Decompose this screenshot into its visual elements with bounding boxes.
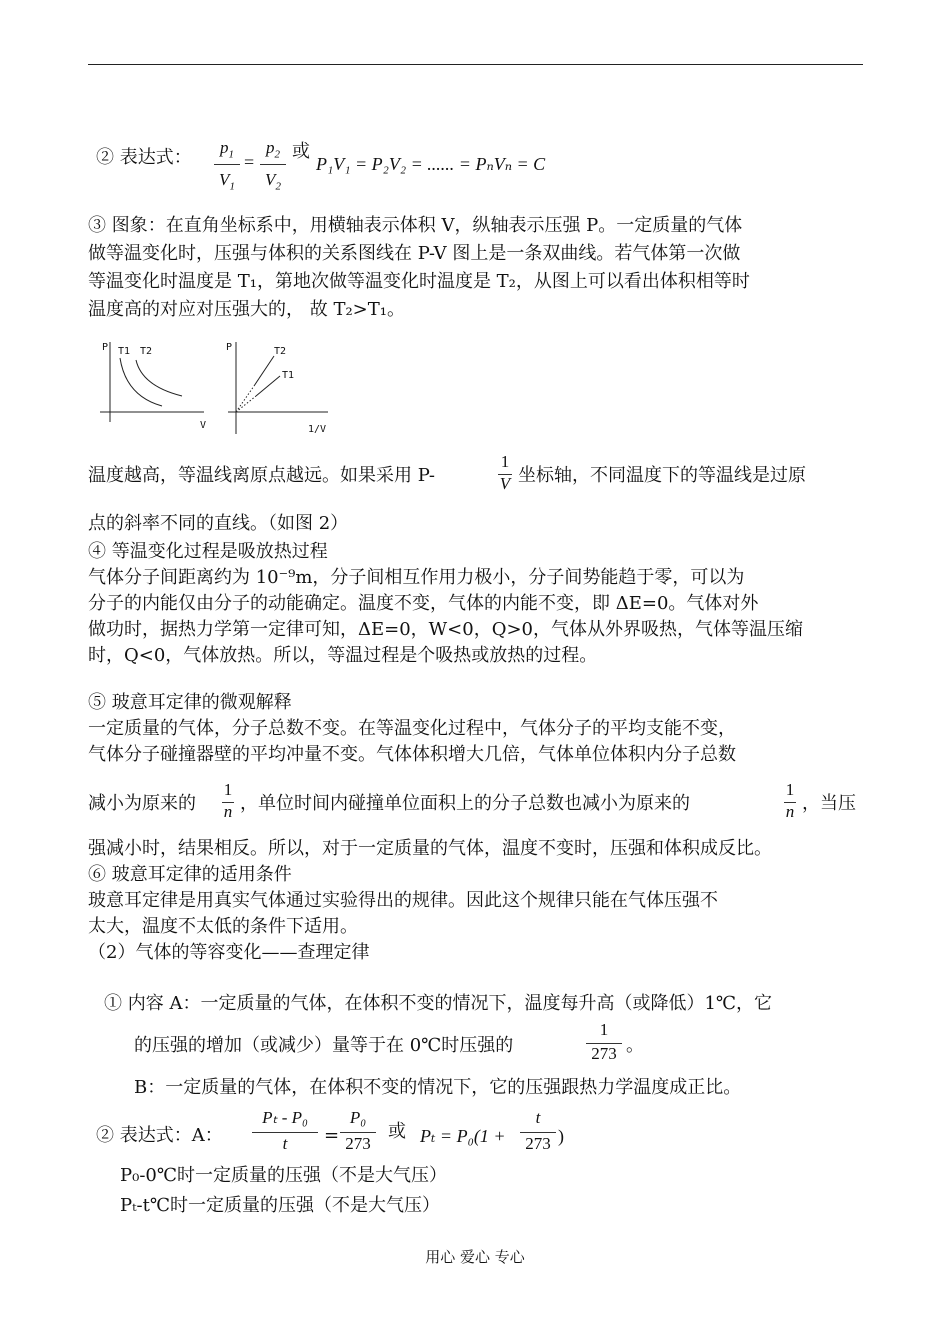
fraction-bar [252,1132,318,1133]
page-footer: 用心 爱心 专心 [425,1248,525,1266]
section-applicability: ⑥ 玻意耳定律的适用条件 玻意耳定律是用真实气体通过实验得出的规律。因此这个规律只能在气体压强不 太大，温度不太低的条件下适用。 （2）气体的等容变化——查理定律 [88,862,863,966]
fraction-p1-v1: $p_1$ $V_1$ [219,138,235,193]
isotherm-t2-curve [136,360,182,396]
line-label-t1: T1 [282,370,295,381]
header-rule [88,64,863,65]
charles-formula-pre: Pₜ = P₀(1 + [420,1126,506,1146]
pv-curve-label-t1: T1 [118,346,131,357]
line-label-t2: T2 [274,346,287,357]
equals-sign: = [244,152,255,172]
isotherm-t2-line [254,356,274,386]
p-inverse-v-text-line2: 点的斜率不同的直线。（如图 2） [88,513,349,534]
subsection-heading: （2）气体的等容变化——查理定律 [88,942,370,963]
isotherm-t1-line [256,376,280,396]
charles-content-a-line2: 的压强的增加（或减少）量等于在 0℃时压强的 [134,1035,514,1056]
fraction-one-over-273: 1 273 [591,1020,617,1063]
section-micro-explanation: ⑤ 玻意耳定律的微观解释 一定质量的气体，分子总数不变。在等温变化过程中，气体分子的平均支能不变， 气体分子碰撞器壁的平均冲量不变。气体体积增大几倍，气体单位体积内分子总数 [88,690,863,768]
fraction-bar [586,1043,622,1044]
definition-pt: Pₜ-t℃时一定质量的压强（不是大气压） [120,1195,440,1216]
p-inverse-v-graph [226,342,328,435]
charles-expression-label: ② 表达式：A： [96,1125,223,1146]
charles-content-b: B：一定质量的气体，在体积不变的情况下，它的压强跟热力学温度成正比。 [134,1077,742,1098]
pv-graph [100,342,206,431]
expression-label: ② 表达式： [96,147,192,168]
charles-content-a-end: 。 [626,1035,644,1056]
fraction-p0-over-273: P₀ 273 [345,1108,371,1153]
section-heading: ⑤ 玻意耳定律的微观解释 [88,692,292,713]
fraction-p2-v2: $p_2$ $V_2$ [265,138,281,193]
isotherm-t1-curve [120,358,162,406]
section-heading: ⑥ 玻意耳定律的适用条件 [88,864,292,885]
fraction-one-over-n: 1 n [785,780,795,821]
pv-graph-ylabel: P [102,342,109,353]
fraction-one-over-v: 1 V [499,452,511,493]
fraction-bar [340,1132,376,1133]
fraction-bar [784,802,796,803]
p-inverse-v-text-post: 坐标轴，不同温度下的等温线是过原 [518,465,806,486]
or-word: 或 [388,1121,406,1142]
section-heading: ④ 等温变化过程是吸放热过程 [88,541,328,562]
pv-graph-xlabel: V [200,420,207,431]
boyle-chain-formula: P₁V₁ = P₂V₂ = ...... = PₙVₙ = C [316,154,546,174]
fraction-bar [214,164,240,165]
p-inverse-v-text-pre: 温度越高，等温线离原点越远。如果采用 P- [88,465,435,486]
pv-curve-label-t2: T2 [140,346,153,357]
section-heat-exchange: ④ 等温变化过程是吸放热过程 气体分子间距离约为 10⁻⁹m，分子间相互作用力极小，分子间势能趋于零，可以为 分子的内能仅由分子的动能确定。温度不变，气体的内能不变，即 ΔE=0。气体对外 做功时，据热力学第一定律可知，ΔE=0，W<0，Q>0，气体从外界吸热，气体等温压缩 时，Q<0，气体放热。所以，等温过程是个吸热或放热的过程。 [88,539,863,669]
micro-line3-c: ，当压 [802,793,856,814]
fraction-one-over-n: 1 n [223,780,233,821]
micro-line3-a: 减小为原来的 [88,793,196,814]
micro-line4: 强减小时，结果相反。所以，对于一定质量的气体，温度不变时，压强和体积成反比。 [88,838,772,859]
fraction-bar [520,1132,556,1133]
fraction-t-over-273: t 273 [525,1108,551,1153]
or-word: 或 [292,141,310,162]
fraction-pressure-change-over-t: Pₜ - P₀ t [262,1108,308,1153]
fraction-bar [260,164,286,165]
equals-sign: = [324,1125,340,1146]
charles-formula-post: ) [558,1126,564,1146]
charles-content-a-line1: ① 内容 A：一定质量的气体，在体积不变的情况下，温度每升高（或降低）1℃，它 [104,993,773,1014]
micro-line3-b: ，单位时间内碰撞单位面积上的分子总数也减小为原来的 [240,793,690,814]
isotherm-graphs [96,338,336,440]
fraction-bar [498,474,512,475]
p-inverse-v-xlabel: 1/V [308,424,327,435]
p-inverse-v-ylabel: P [226,342,233,353]
definition-p0: P₀-0℃时一定质量的压强（不是大气压） [120,1165,447,1186]
fraction-bar [222,802,234,803]
graph-description: ③ 图象：在直角坐标系中，用横轴表示体积 V，纵轴表示压强 P。一定质量的气体 做等温变化时，压强与体积的关系图线在 P-V 图上是一条双曲线。若气体第一次做 等温变化时温度是 T₁，第地次做等温变化时温度是 T₂，从图上可以看出体积相等时 温度高的对应对压强大的， 故 T₂>T₁。 [88,215,750,320]
